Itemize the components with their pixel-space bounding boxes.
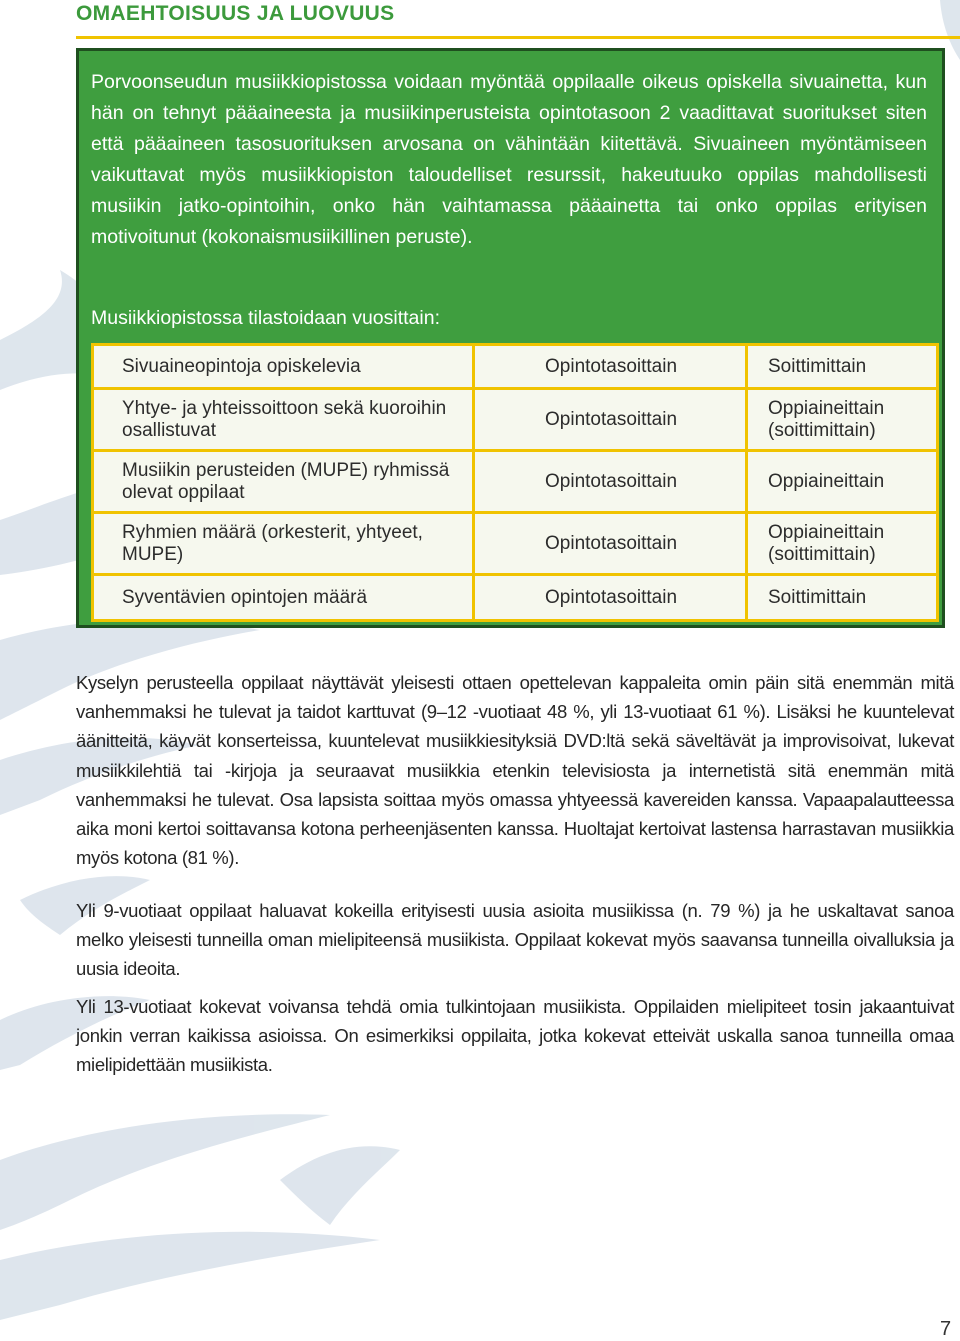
table-cell: Soittimittain	[747, 345, 938, 389]
table-cell: Opintotasoittain	[474, 345, 747, 389]
table-row	[93, 389, 938, 451]
table-cell: Oppiaineittain	[747, 451, 938, 513]
table-row	[93, 575, 938, 621]
table-cell: Ryhmien määrä (orkesterit, yhtyeet, MUPE)	[93, 513, 474, 575]
table-cell: Opintotasoittain	[474, 451, 747, 513]
table-cell: Syventävien opintojen määrä	[93, 575, 474, 621]
table-row	[93, 513, 938, 575]
table-cell: Sivuaineopintoja opiskelevia	[93, 345, 474, 389]
table-cell: Opintotasoittain	[474, 389, 747, 451]
page-number: 7	[940, 1318, 952, 1340]
table-cell: Opintotasoittain	[474, 513, 747, 575]
table-row	[93, 451, 938, 513]
table-cell: Opintotasoittain	[474, 575, 747, 621]
statistics-table	[91, 343, 939, 622]
section-title: OMAEHTOISUUS JA LUOVUUS	[76, 2, 395, 25]
body-paragraph: Yli 13-vuotiaat kokevat voivansa tehdä omia tulkintojaan musiikista. Oppilaiden mielipiteet tosin jakaantuivat jonkin verran kaikissa asioissa. On esimerkiksi oppilaita, jotka kokevat etteivät uskalla sanoa tunneilla omaa mielipidettään musiikista.	[76, 996, 954, 1076]
table-cell: Oppiaineittain (soittimittain)	[747, 513, 938, 575]
table-row	[93, 345, 938, 389]
table-cell: Yhtye- ja yhteissoittoon sekä kuoroihin osallistuvat	[93, 389, 474, 451]
stats-heading: Musiikkiopistossa tilastoidaan vuosittain:	[91, 307, 441, 329]
body-paragraph: Yli 9-vuotiaat oppilaat haluavat kokeilla erityisesti uusia asioita musiikissa (n. 79 %) ja he uskaltavat sanoa melko yleisesti tunneilla oman mielipiteensä musiikista. Oppilaat kokevat myös saavansa tunneilla oivalluksia ja uusia ideoita.	[76, 900, 954, 980]
info-box	[76, 48, 945, 628]
section-header	[76, 0, 960, 39]
table-cell: Oppiaineittain (soittimittain)	[747, 389, 938, 451]
body-paragraph: Kyselyn perusteella oppilaat näyttävät yleisesti ottaen opettelevan kappaleita omin päin sitä enemmän mitä vanhemmaksi he tulevat ja taidot karttuvat (9–12 -vuotiaat 48 %, yli 13-vuotiaat 61 %). Lisäksi he kuuntelevat äänitteitä, käyvät konserteissa, kuuntelevat musiikkiesityksiä DVD:ltä sekä säveltävät ja improvisoivat, lukevat musiikkilehtiä tai -kirjoja ja seuraavat musiikkia etenkin televisiosta ja internetistä sitä enemmän mitä vanhemmaksi he tulevat. Osa lapsista soittaa myös omassa yhtyeessä kavereiden kanssa. Vapaapalautteessa aika moni kertoi soittavansa kotona perheenjäsenten kanssa. Huoltajat kertoivat lastensa harrastavan musiikkia myös kotona (81 %).	[76, 672, 954, 869]
table-cell: Musiikin perusteiden (MUPE) ryhmissä olevat oppilaat	[93, 451, 474, 513]
table-cell: Soittimittain	[747, 575, 938, 621]
intro-text: Porvoonseudun musiikkiopistossa voidaan myöntää oppilaalle oikeus opiskella sivuainetta, kun hän on tehnyt pääaineesta ja musiikinperusteista opintotasoon 2 vaadittavat suoritukset siten että pääaineen tasosuorituksen arvosana on vähintään kiitettävä. Sivuaineen myöntämiseen vaikuttavat myös musiikkiopiston taloudelliset resurssit, hakeutuuko oppilas mahdollisesti musiikin jatko-opintoihin, onko hän vaihtamassa pääainetta tai onko oppilas erityisen motivoitunut (kokonaismusiikillinen peruste).	[91, 71, 927, 248]
